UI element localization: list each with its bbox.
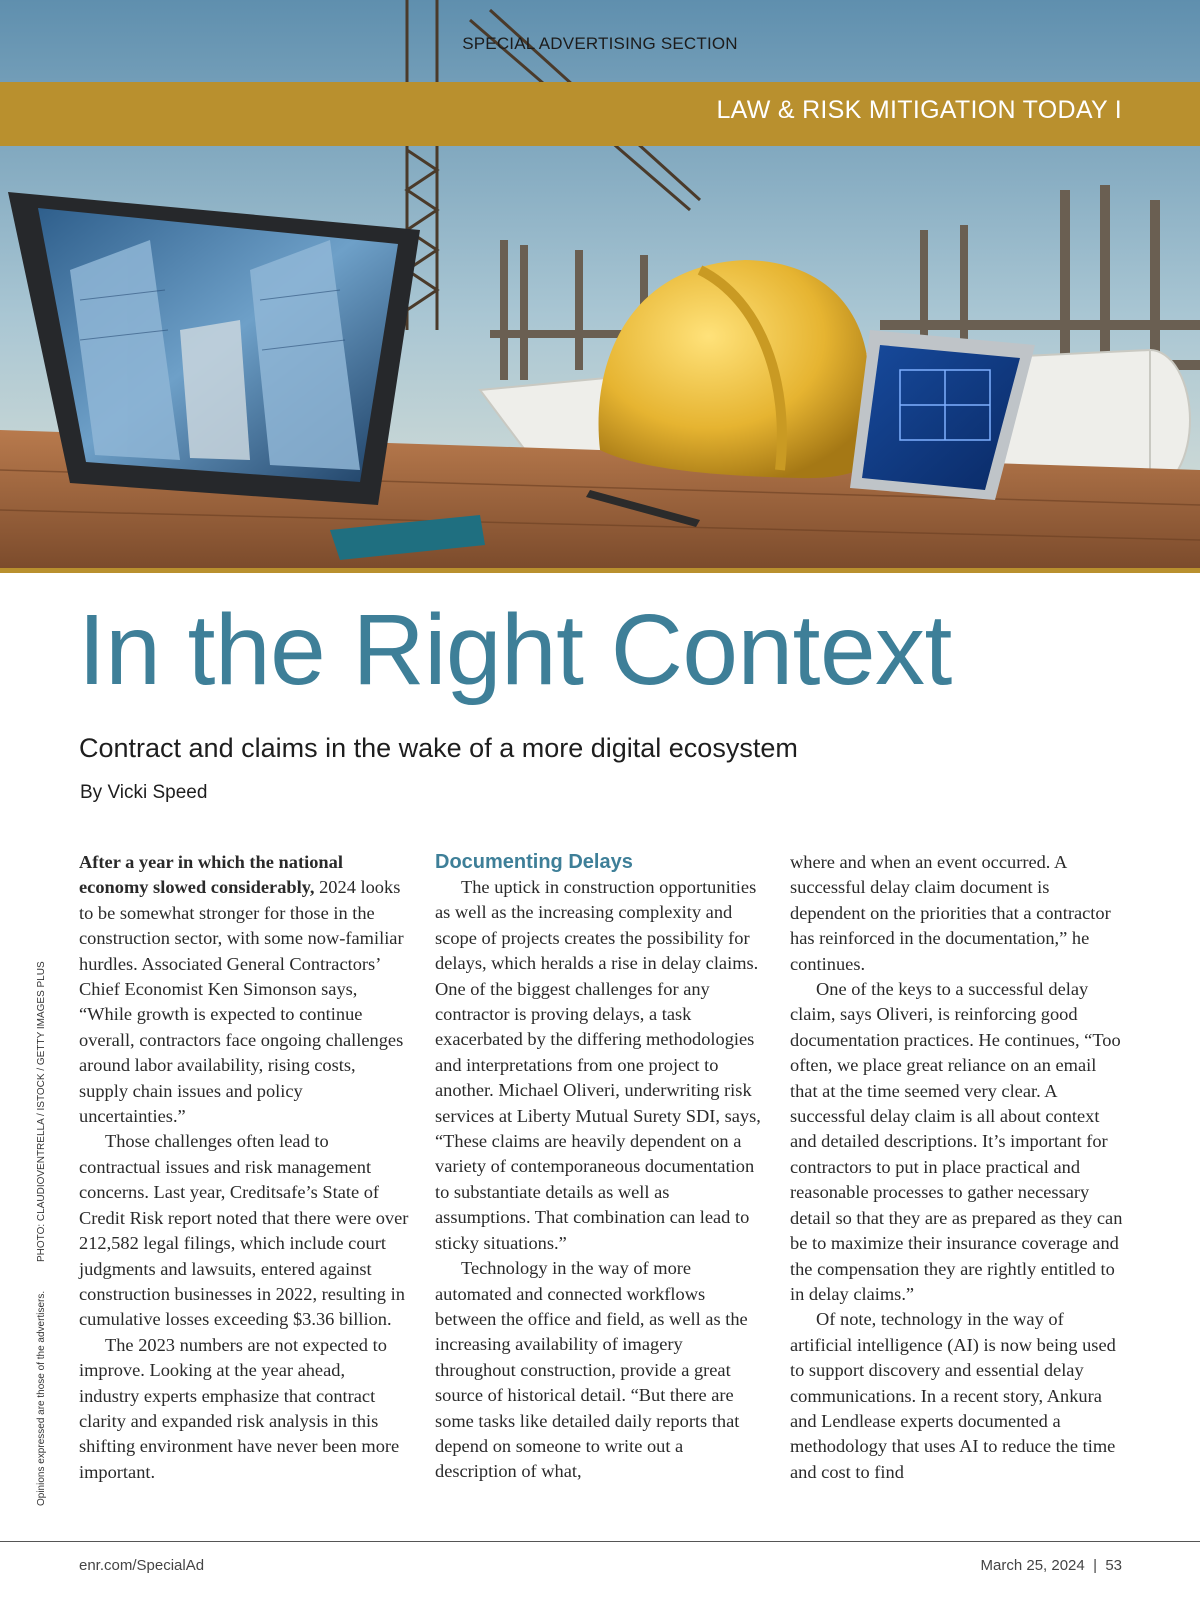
article-column-1 (79, 850, 409, 1485)
article-byline: By Vicki Speed (80, 782, 208, 803)
paragraph-text: 2024 looks to be somewhat stronger for those in the construction sector, with some now-familiar hurdles. Associated General Contractors’ Chief Economist Ken Simonson says, “While growth is expected to continue overall, contractors face ongoing challenges around labor availability, rising costs, supply chain issues and policy uncertainties.” (79, 877, 404, 1127)
section-label: LAW & RISK MITIGATION TODAY I (716, 96, 1122, 124)
opinion-disclaimer: Opinions expressed are those of the advertisers. (36, 1290, 47, 1506)
paragraph: where and when an event occurred. A successful delay claim document is dependent on the priorities that a contractor has reinforced in the documentation,” he continues. (790, 852, 1111, 974)
photo-credit: PHOTO: CLAUDIOVENTRELLA / ISTOCK / GETTY IMAGES PLUS (36, 961, 47, 1262)
paragraph: The uptick in construction opportunities as well as the increasing complexity and scope of projects creates the possibility for delays, which heralds a rise in delay claims. One of the biggest challenges for any contractor is proving delays, a task exacerbated by the differing methodologies and interpretations from one project to another. Michael Oliveri, underwriting risk services at Liberty Mutual Surety SDI, says, “These claims are heavily dependent on a variety of contemporaneous documentation to substantiate details as well as assumptions. That combination can lead to sticky situations.” (435, 877, 761, 1253)
section-band (0, 82, 1200, 146)
footer-divider (0, 1541, 1200, 1542)
paragraph: The 2023 numbers are not expected to improve. Looking at the year ahead, industry experts emphasize that contract clarity and expanded risk analysis in this shifting environment have never been more important. (79, 1334, 400, 1482)
hero-illustration (0, 0, 1200, 573)
article-title: In the Right Context (78, 594, 952, 706)
paragraph (79, 850, 409, 1129)
article-column-2 (435, 850, 767, 1485)
paragraph: Technology in the way of more automated and connected workflows between the office and field, as well as the increasing availability of imagery throughout construction, provide a great source of historical detail. “But there are some tasks like detailed daily reports that depend on someone to write out a description of what, (435, 1258, 748, 1482)
paragraph: One of the keys to a successful delay claim, says Oliveri, is reinforcing good documentation practices. He continues, “Too often, we place great reliance on an email that at the time seemed very clear. A successful delay claim is all about context and detailed descriptions. It’s important for contractors to put in place practical and reasonable processes to gather necessary detail so that they are as prepared as they can be to maximize their insurance coverage and the compensation they are rightly entitled to in delay claims.” (790, 979, 1123, 1304)
footer-url[interactable]: enr.com/SpecialAd (79, 1557, 205, 1574)
footer-date-page: March 25, 2024 | 53 (980, 1557, 1122, 1574)
lead-in: After a year in which the national economy slowed considerably, (79, 852, 343, 898)
paragraph: Of note, technology in the way of artificial intelligence (AI) is now being used to support discovery and essential delay communications. In a recent story, Ankura and Lendlease experts documented a methodology that uses AI to reduce the time and cost to find (790, 1309, 1116, 1482)
paragraph: Those challenges often lead to contractual issues and risk management concerns. Last year, Creditsafe’s State of Credit Risk report noted that there were over 212,582 legal filings, which include court judgments and lawsuits, entered against construction businesses in 2022, resulting in cumulative losses exceeding $3.36 billion. (79, 1131, 409, 1330)
special-advertising-kicker: SPECIAL ADVERTISING SECTION (462, 34, 738, 53)
article-deck: Contract and claims in the wake of a more digital ecosystem (79, 733, 798, 763)
article-column-3 (790, 850, 1123, 1485)
section-subhead: Documenting Delays (435, 851, 633, 873)
tablet-device (8, 192, 420, 505)
